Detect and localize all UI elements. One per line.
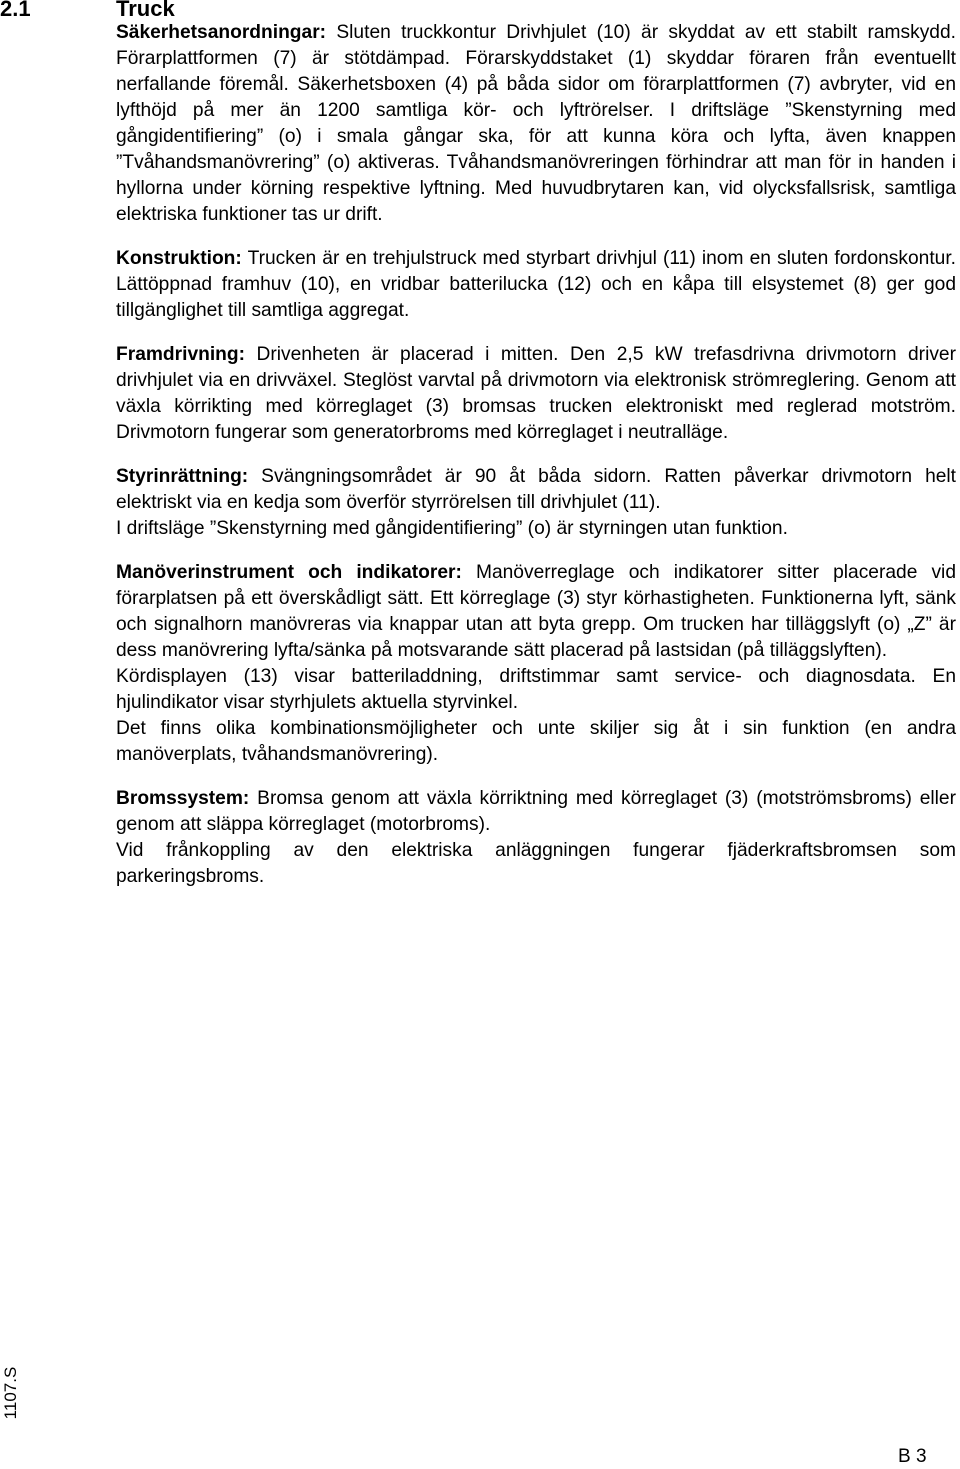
section-controls [116,560,956,768]
paragraph: Vid frånkoppling av den elektriska anläggningen fungerar fjäderkraftsbromsen som parkeringsbroms. [116,840,956,887]
section-label: Manöverinstrument och indikatorer: [116,562,462,583]
paragraph [116,20,956,228]
paragraph-text: Svängningsområdet är 90 åt båda sidorn. Ratten påverkar drivmotorn helt elektriskt via en kedja som överför styrrörelsen till drivhjulet (11). [116,466,956,513]
section-construction [116,246,956,324]
section-label: Styrinrättning: [116,466,249,487]
paragraph [116,786,956,838]
section-brakes [116,786,956,890]
section-label: Konstruktion: [116,248,242,269]
paragraph: I driftsläge ”Skenstyrning med gångidentifiering” (o) är styrningen utan funktion. [116,518,788,539]
document-code [0,1362,22,1424]
paragraph: Kördisplayen (13) visar batteriladdning, driftstimmar samt service- och diagnosdata. En hjulindikator visar styrhjulets aktuella styrvinkel. [116,666,956,713]
paragraph-text: Bromsa genom att växla körriktning med körreglaget (3) (motströmsbroms) eller genom att släppa körreglaget (motorbroms). [116,788,956,835]
section-safety [116,20,956,228]
page-number: B 3 [898,1446,927,1467]
paragraph [116,560,956,664]
paragraph-text: Manöverreglage och indikatorer sitter placerade vid förarplatsen på ett överskådligt sätt. Ett körreglage (3) styr körhastigheten. Funktionerna lyft, sänk och signalhorn manövreras via knappar utan att byta grepp. Om trucken har tilläggslyft (o) „Z” är dess manövrering lyfta/sänka på motsvarande sätt placerad på lastsidan (på tilläggslyften). [116,562,956,661]
paragraph [116,342,956,446]
document-body [116,20,956,908]
paragraph [116,464,956,516]
section-title: Truck [116,0,175,21]
section-number: 2.1 [0,0,31,21]
paragraph [116,246,956,324]
section-label: Framdrivning: [116,344,245,365]
paragraph-text: Drivenheten är placerad i mitten. Den 2,5 kW trefasdrivna drivmotorn driver drivhjulet via en drivväxel. Steglöst varvtal på drivmotorn via elektronisk strömreglering. Genom att växla körrikting med körreglaget (3) bromsas trucken elektroniskt med reglerad motström. Drivmotorn fungerar som generatorbroms med körreglaget i neutralläge. [116,344,956,443]
section-propulsion [116,342,956,446]
section-steering [116,464,956,542]
paragraph-text: Trucken är en trehjulstruck med styrbart drivhjul (11) inom en sluten fordonskontur. Lättöppnad framhuv (10), en vridbar batterilucka (12) och en kåpa till elsystemet (8) ger god tillgänglighet till samtliga aggregat. [116,248,956,321]
document-code-text: 1107.S [1,1366,20,1420]
paragraph: Det finns olika kombinationsmöjligheter och unte skiljer sig åt i sin funktion (en andra manöverplats, tvåhandsmanövrering). [116,718,956,765]
section-label: Säkerhetsanordningar: [116,22,327,43]
section-label: Bromssystem: [116,788,250,809]
paragraph-text: Sluten truckkontur Drivhjulet (10) är skyddat av ett stabilt ramskydd. Förarplattformen (7) är stötdämpad. Förarskyddstaket (1) skyddar föraren från eventuellt nerfallande föremål. Säkerhetsboxen (4) på båda sidor om förarplattformen (7) avbryter, vid en lyfthöjd på mer än 1200 samtliga kör- och lyftrörelser. I driftsläge ”Skenstyrning med gångidentifiering” (o) i smala gångar ska, för att kunna köra och lyfta, även knappen ”Tvåhandsmanövrering” (o) aktiveras. Tvåhandsmanövreringen förhindrar att man för in handen i hyllorna under körning respektive lyftning. Med huvudbrytaren kan, vid olycksfallsrisk, samtliga elektriska funktioner tas ur drift. [116,22,956,225]
